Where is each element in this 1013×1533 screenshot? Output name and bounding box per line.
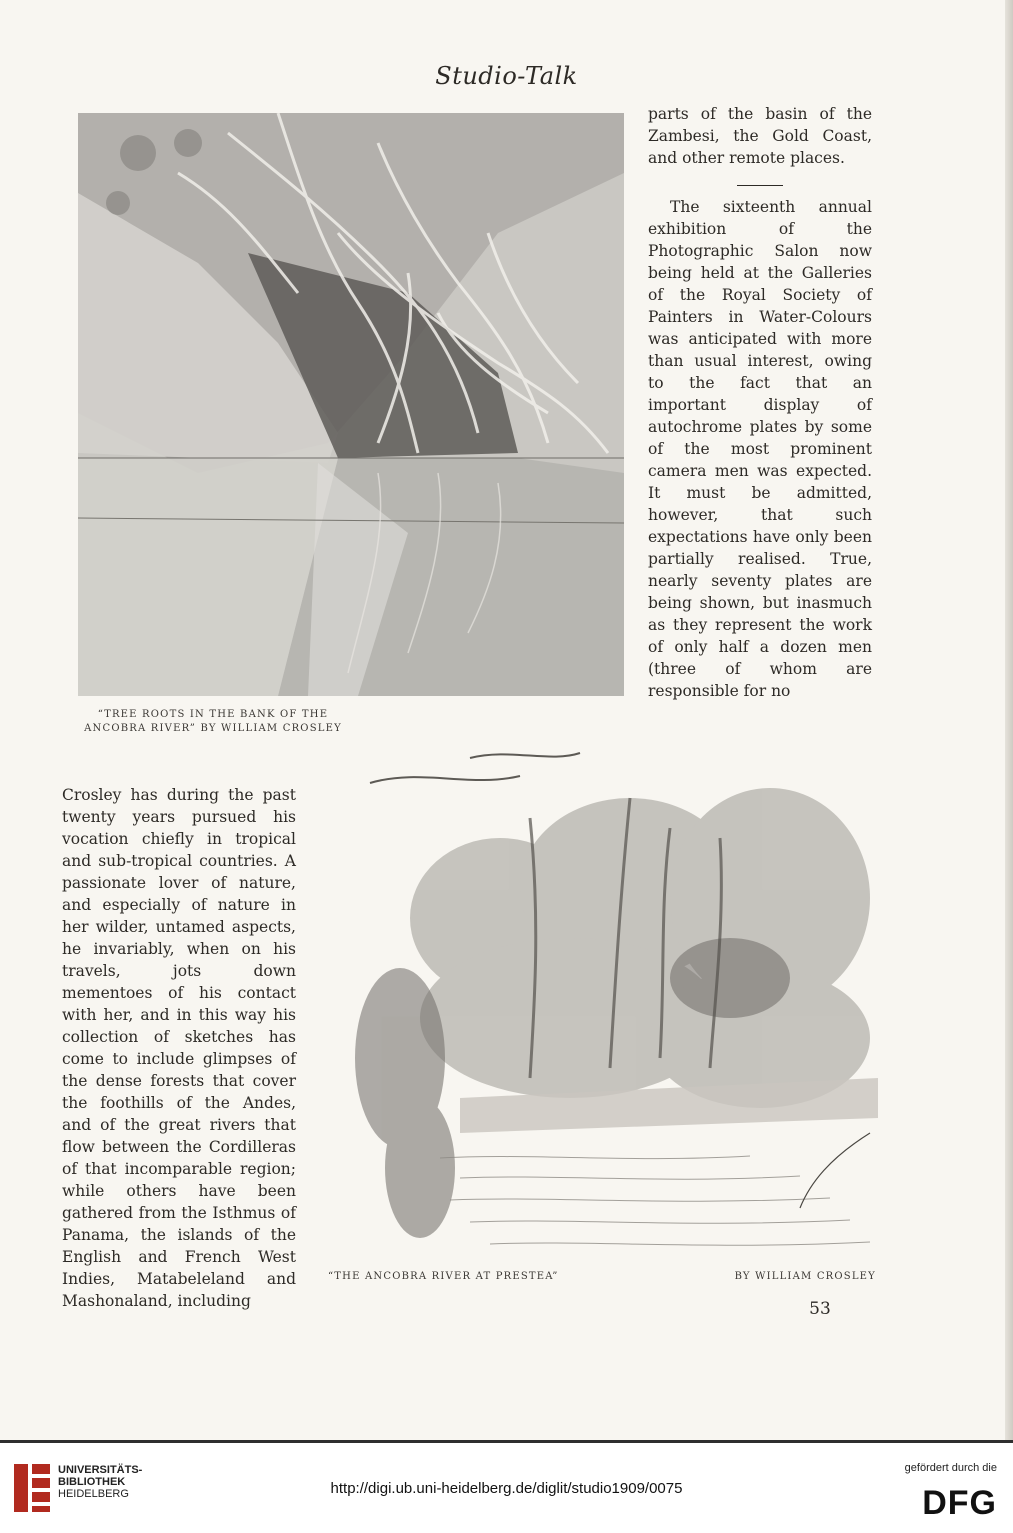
digitization-footer <box>0 1440 1013 1533</box>
right-column-text <box>648 103 872 702</box>
page-edge <box>1005 0 1013 1440</box>
figure1-caption <box>78 708 348 736</box>
tree-roots-illustration <box>78 113 624 696</box>
right-column-paragraph-1: parts of the basin of the Zambesi, the Gold Coast, and other remote places. <box>648 105 872 167</box>
footer-rule <box>0 1440 1013 1443</box>
library-name-line1: UNIVERSITÄTS- <box>58 1464 143 1476</box>
figure1-caption-line1: “TREE ROOTS IN THE BANK OF THE <box>97 709 329 720</box>
figure2-caption-credit: BY WILLIAM CROSLEY <box>734 1271 876 1282</box>
dfg-logo: DFG <box>922 1484 997 1522</box>
source-url-link[interactable]: http://digi.ub.uni-heidelberg.de/diglit/studio1909/0075 <box>330 1480 683 1497</box>
figure2-caption <box>328 1271 876 1287</box>
page-number: 53 <box>809 1299 831 1319</box>
right-column-paragraph-2: The sixteenth annual exhibition of the Photographic Salon now being held at the Galleries of the Royal Society of Painters in Water-Colours was anticipated with more than usual interest, owing to the fact that an important display of autochrome plates by some of the most prominent camera men was expected. It must be admitted, however, that such expectations have only been partially realised. True, nearly seventy plates are being shown, but inasmuch as they represent the work of only half a dozen men (three of whom are responsible for no <box>648 198 872 700</box>
funded-by-label: gefördert durch die <box>904 1462 997 1474</box>
library-name-line3: HEIDELBERG <box>58 1488 129 1500</box>
library-name-line2: BIBLIOTHEK <box>58 1476 126 1488</box>
ancobra-river-illustration <box>330 738 878 1268</box>
section-separator <box>737 185 783 186</box>
figure2-caption-title: “THE ANCOBRA RIVER AT PRESTEA” <box>328 1271 559 1282</box>
left-column-text <box>62 784 296 1312</box>
running-head: Studio-Talk <box>435 62 578 90</box>
left-column-paragraph: Crosley has during the past twenty years pursued his vocation chiefly in tropical and sub-tropical countries. A passionate lover of nature, and especially of nature in her wilder, untamed aspects, he invariably, when on his travels, jots down mementoes of his contact with her, and in this way his collection of sketches has come to include glimpses of the dense forests that cover the foothills of the Andes, and of the great rivers that flow between the Cordilleras of that incomparable region; while others have been gathered from the Isthmus of Panama, the islands of the English and French West Indies, Matabeleland and Mashonaland, including <box>62 786 296 1310</box>
figure1-caption-line2: ANCOBRA RIVER” BY WILLIAM CROSLEY <box>84 723 342 734</box>
